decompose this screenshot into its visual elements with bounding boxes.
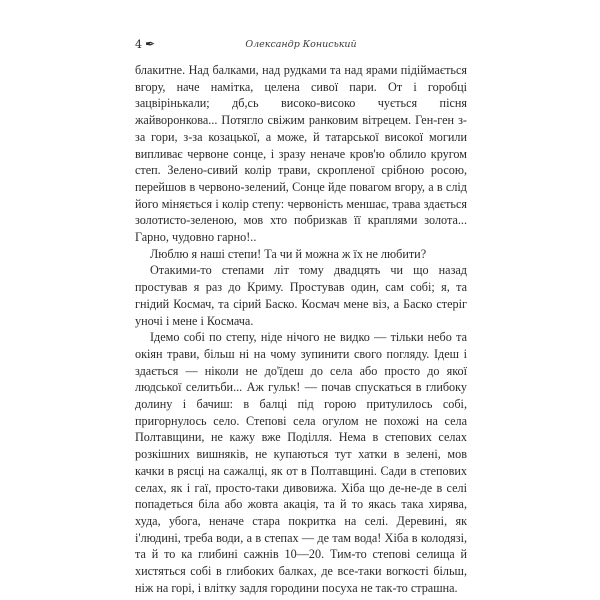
paragraph: Отакими-то степами літ тому двадцять чи що назад простував я раз до Криму. Простував один, сам собі; я, та гнідий Космач, та сірий Баско. Космач мене віз, а Баско стеріг уночі і мене і Космача. [135, 263, 467, 328]
page-number: 4 [135, 38, 142, 51]
paragraph: Люблю я наші степи! Та чи й можна ж їх не любити? [150, 246, 427, 261]
running-title: Олександр Кониський [245, 39, 357, 50]
quill-ornament-icon: ✒ [145, 37, 156, 51]
page-header [135, 38, 467, 56]
body-text [135, 62, 467, 597]
paragraph: блакитне. Над балками, над рудками та над ярами підіймається вгору, наче намітка, целена сивої пари. От і горобці зацвірінькали; дб,сь високо-високо чується пісня жайворонкова... Потягло свіжим ранковим вітрецем. Ген-ген з-за гори, з-за козацької, а може, й татарської високої могили випливає червоне сонце, і зразу неначе кров'ю облило кругом степ. Зелено-сивий колір трави, скропленої срібною росою, перейшов в червоно-зелений, Сонце йде повагом вгору, а в слід його міняється і колір степу: червоність меншає, трава здається золотисто-зеленою, мов хто побризкав її краплями золота... Гарно, чудовно гарно!.. [135, 63, 467, 245]
paragraph: Ідемо собі по степу, ніде нічого не видко — тільки небо та окіян трави, більш ні на чому зупинити свого погляду. Ідеш і здається — ніколи не до'їдеш до села або просто до якої людської селитьби... Аж гульк! — почав спускаться в глибоку долину і бачиш: в балці під горою притулилось собі, пригорнулось село. Степові села огулом не похожі на села Полтавщини, не кажу вже Поділля. Нема в степових селах розкішних вишняків, не купаються тут хатки в зелені, мов качки в рясці на сажалці, як от в Полтавщині. Сади в степових селах, як і гаї, просто-таки дивовижа. Хіба що де-не-де в селі попадеться біла або жовта акація, та й то якась така хирява, худа, убога, неначе стара покритка на селі. Деревині, як і'людині, треба води, а в степах — де там вода! Хіба в колодязі, та й то ка глибині сажнів 10—20. Тим-то степові селища й хистяться собі в глибоких балках, де все-таки вогкості більш, ніж на горі, і влітку задля городини посуха не так-то страшна. [135, 330, 467, 595]
